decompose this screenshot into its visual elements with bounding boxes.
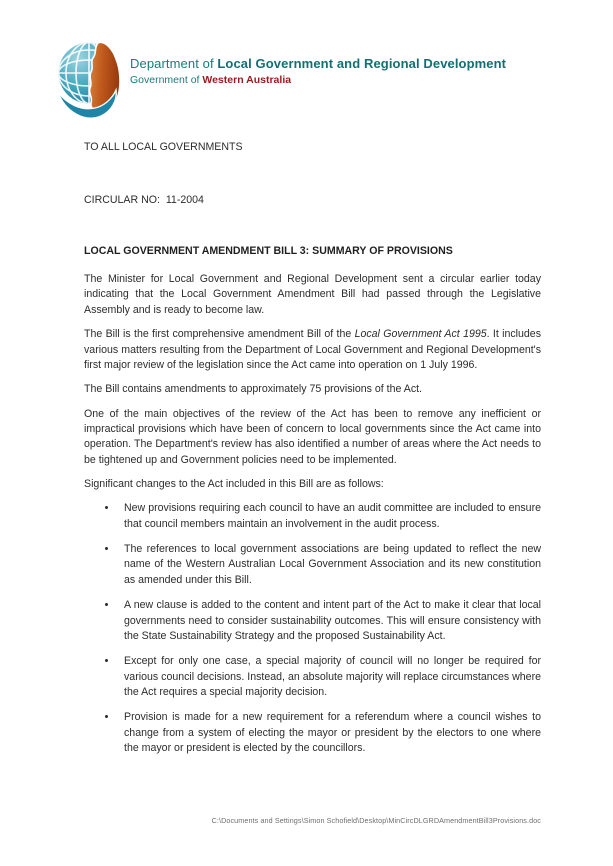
addressee-line: TO ALL LOCAL GOVERNMENTS bbox=[84, 141, 243, 153]
act-title-italic: Local Government Act 1995 bbox=[354, 328, 487, 341]
department-name-main: Local Government and Regional Development bbox=[217, 56, 507, 71]
bullet-referendum: • Provision is made for a new requirement for a referendum where a council wishes to change from a system of electing the mayor or president by the electors to one where the mayor or president is elected by the councillors. bbox=[118, 710, 541, 756]
paragraph-bill-after: . It includes various matters resulting from the Department of Local Government and Regional Development's first major review of the legislation since the Act came into operation on 1 July 1996. bbox=[84, 328, 541, 371]
letter-title: LOCAL GOVERNMENT AMENDMENT BILL 3: SUMMARY OF PROVISIONS bbox=[84, 244, 453, 257]
paragraph-amendments: The Bill contains amendments to approximately 75 provisions of the Act. bbox=[84, 383, 422, 396]
bullet-special-majority: • Except for only one case, a special majority of council will no longer be required for various council decisions. Instead, an absolute majority will replace circumstances where the Act requires a special majority decision. bbox=[118, 654, 541, 700]
bullet-sustainability: • A new clause is added to the content and intent part of the Act to make it clear that local governments need to consider sustainability outcomes. This will ensure consistency with the State Sustainability Strategy and the proposed Sustainability Act. bbox=[118, 598, 541, 644]
government-name-prefix: Government of bbox=[130, 74, 203, 87]
letterhead-text bbox=[130, 56, 506, 87]
paragraph-bill-before: The Bill is the first comprehensive amendment Bill of the bbox=[84, 328, 355, 341]
government-name-main: Western Australia bbox=[202, 74, 292, 87]
paragraph-bill bbox=[84, 327, 541, 373]
department-name-prefix: Department of bbox=[130, 56, 218, 71]
dlgrd-globe-logo bbox=[57, 37, 127, 122]
footer-file-path: C:\Documents and Settings\Simon Schofield\Desktop\MinCircDLGRDAmendmentBill3Provisions.doc bbox=[211, 816, 541, 825]
paragraph-changes-intro: Significant changes to the Act included in this Bill are as follows: bbox=[84, 478, 384, 491]
department-name bbox=[130, 56, 506, 72]
letterhead bbox=[57, 37, 506, 122]
bullet-association-name: • The references to local government associations are being updated to reflect the new name of the Western Australian Local Government Association and its new constitution as amended under this Bill. bbox=[118, 542, 541, 588]
government-name bbox=[130, 74, 506, 87]
changes-bullet-list bbox=[84, 501, 541, 756]
circular-number: CIRCULAR NO: 11-2004 bbox=[84, 194, 204, 207]
paragraph-intro: The Minister for Local Government and Regional Development sent a circular earlier today indicating that the Local Government Amendment Bill had passed through the Legislative Assembly and is ready to become law. bbox=[84, 273, 541, 316]
bullet-audit-committee: • New provisions requiring each council to have an audit committee are included to ensure that council members maintain an involvement in the audit process. bbox=[118, 501, 541, 532]
paragraph-objectives: One of the main objectives of the review of the Act has been to remove any inefficient or impractical provisions which have been of concern to local governments since the Act came into operation. The Department's review has also identified a number of areas where the Act needs to be tightened up and Government policies need to be implemented. bbox=[84, 407, 541, 466]
letter-body bbox=[84, 140, 541, 766]
